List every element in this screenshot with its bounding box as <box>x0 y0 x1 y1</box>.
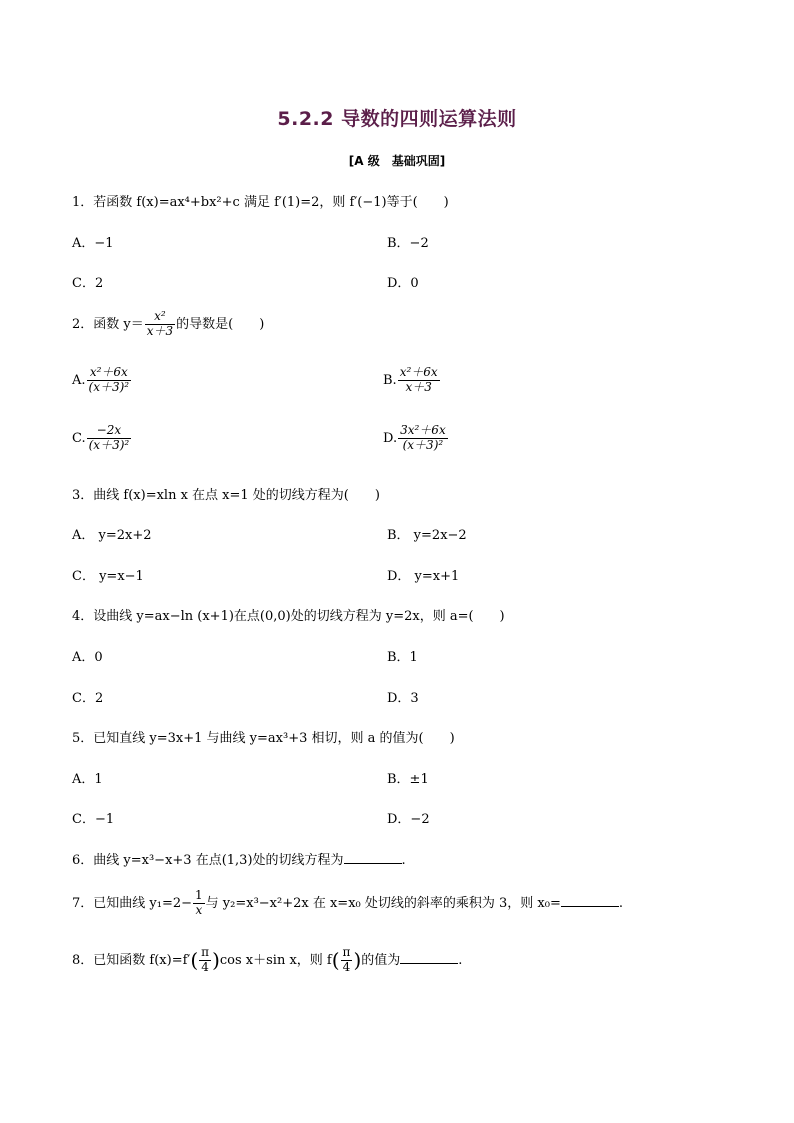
option-fraction <box>87 366 132 395</box>
question-3-option-a: A． y=2x+2 <box>72 528 152 543</box>
question-2-option-d <box>383 424 449 453</box>
question-1-option-d: D．0 <box>387 276 419 291</box>
option-denominator: x＋3 <box>405 379 432 394</box>
question-2-stem-suffix: 的导数是( ) <box>176 316 265 332</box>
question-5-stem: 5．已知直线 y=3x+1 与曲线 y=ax³+3 相切，则 a 的值为( ) <box>72 731 455 746</box>
option-denominator: (x＋3)² <box>88 437 130 452</box>
question-4-stem: 4．设曲线 y=ax−ln (x+1)在点(0,0)处的切线方程为 y=2x，则 a=( ) <box>72 609 505 624</box>
question-7-fraction <box>193 889 205 918</box>
question-6-stem-text: 6．曲线 y=x³−x+3 在点(1,3)处的切线方程为 <box>72 853 344 868</box>
page-title: 5.2.2 导数的四则运算法则 <box>277 108 517 130</box>
question-8-stem-end: . <box>458 952 463 968</box>
answer-blank <box>400 951 458 964</box>
question-7-stem <box>72 889 623 918</box>
fraction-numerator: π <box>342 945 351 959</box>
question-7-fraction-numerator: 1 <box>195 888 203 902</box>
option-label: D. <box>383 430 398 446</box>
option-numerator: x²＋6x <box>399 365 438 379</box>
question-8-stem-middle: cos x＋sin x，则 f <box>219 952 332 968</box>
question-2-fraction-numerator: x² <box>145 310 175 325</box>
question-1-option-b: B．−2 <box>387 236 429 251</box>
option-numerator: −2x <box>87 424 132 439</box>
option-fraction <box>398 424 448 453</box>
question-5-option-a: A．1 <box>72 772 103 787</box>
section-subtitle: [A 级 基础巩固] <box>348 154 446 168</box>
question-7-stem-prefix: 7．已知曲线 y₁=2− <box>72 895 193 911</box>
question-7-fraction-denominator: x <box>195 902 203 917</box>
question-2-fraction <box>145 310 175 339</box>
question-8-stem-suffix: 的值为 <box>361 952 401 968</box>
question-3-stem: 3．曲线 f(x)=xln x 在点 x=1 处的切线方程为( ) <box>72 488 380 503</box>
question-2-option-c <box>72 424 132 453</box>
fraction-numerator: π <box>201 945 210 959</box>
left-paren: ( <box>190 948 199 973</box>
question-3-option-b: B． y=2x−2 <box>387 528 467 543</box>
left-paren: ( <box>331 948 340 973</box>
question-5-option-d: D．−2 <box>387 812 430 827</box>
fraction-denominator: 4 <box>342 959 351 974</box>
option-denominator: (x＋3)² <box>402 437 444 452</box>
option-denominator: (x＋3)² <box>88 379 130 394</box>
question-2-fraction-denominator: x＋3 <box>146 323 174 338</box>
question-2-stem-prefix: 2．函数 y＝ <box>72 316 144 332</box>
question-2-option-b <box>383 366 441 395</box>
option-label: B. <box>383 372 397 388</box>
question-5-option-b: B．±1 <box>387 772 429 787</box>
option-label: A. <box>72 372 86 388</box>
question-2-stem <box>72 310 264 339</box>
question-3-option-c: C． y=x−1 <box>72 569 144 584</box>
fraction-denominator: 4 <box>201 959 209 974</box>
question-4-option-a: A．0 <box>72 650 103 665</box>
option-label: C. <box>72 430 86 446</box>
option-fraction <box>87 424 132 453</box>
right-paren: ) <box>212 948 220 973</box>
question-6-stem <box>72 849 406 868</box>
answer-blank <box>561 894 619 907</box>
question-7-stem-middle: 与 y₂=x³−x²+2x 在 x=x₀ 处切线的斜率的乘积为 3，则 x₀= <box>205 895 561 911</box>
question-2-option-a <box>72 366 132 395</box>
question-5-option-c: C．−1 <box>72 812 115 827</box>
question-4-option-c: C．2 <box>72 691 104 706</box>
question-6-stem-end: . <box>401 853 406 868</box>
question-8-stem <box>72 946 462 975</box>
option-numerator: 3x²＋6x <box>400 423 446 437</box>
right-paren: ) <box>353 948 362 973</box>
question-1-option-c: C．2 <box>72 276 104 291</box>
answer-blank <box>344 851 402 864</box>
question-8-fraction-1 <box>199 946 211 975</box>
option-numerator: x²＋6x <box>87 366 132 381</box>
question-1-stem: 1．若函数 f(x)=ax⁴+bx²+c 满足 f′(1)=2，则 f′(−1)等于( ) <box>72 195 449 210</box>
question-4-option-b: B．1 <box>387 650 418 665</box>
question-8-fraction-2 <box>341 946 353 975</box>
question-1-option-a: A．−1 <box>72 236 114 251</box>
option-fraction <box>398 366 440 395</box>
question-7-stem-end: . <box>618 895 623 911</box>
question-4-option-d: D．3 <box>387 691 419 706</box>
question-3-option-d: D． y=x+1 <box>387 569 460 584</box>
question-8-stem-prefix: 8．已知函数 f(x)=f′ <box>72 952 191 968</box>
